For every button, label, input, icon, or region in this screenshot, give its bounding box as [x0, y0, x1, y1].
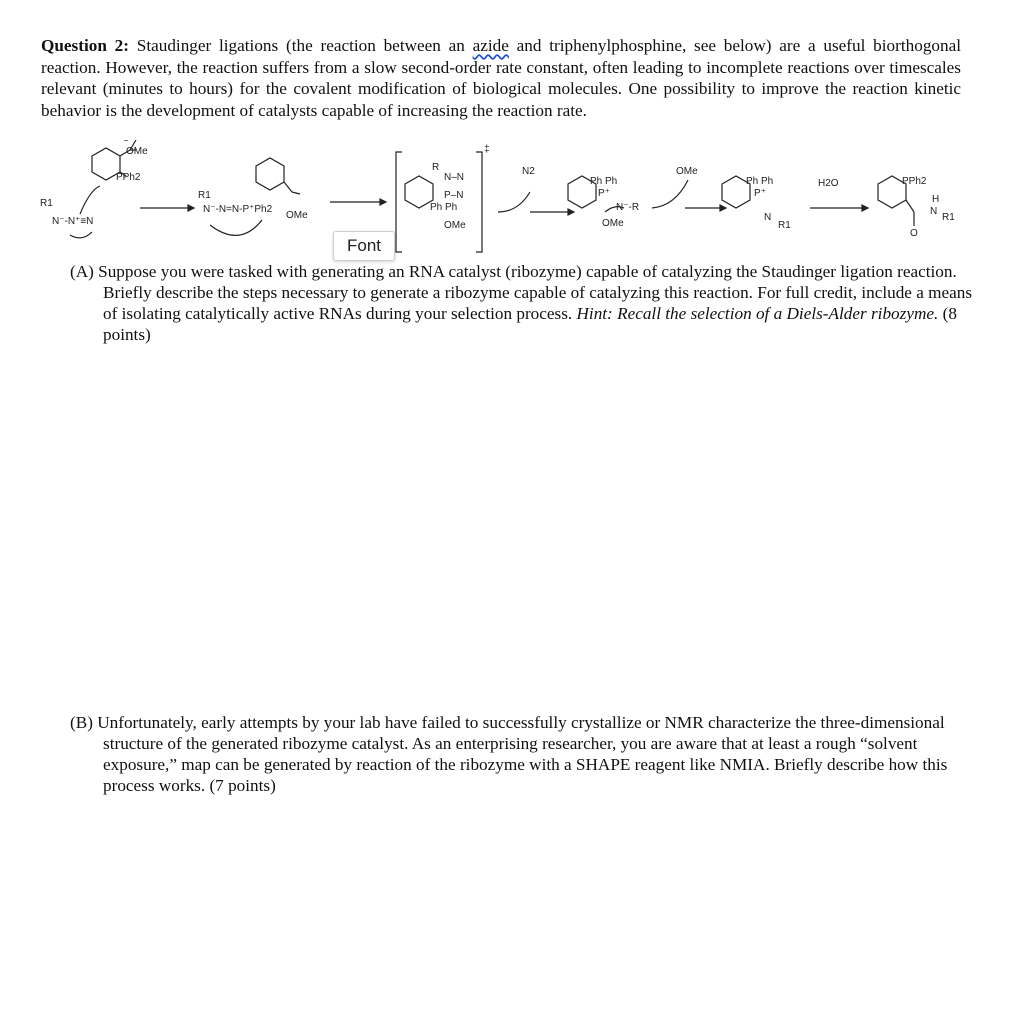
label-azide: N⁻-N⁺≡N	[52, 216, 94, 227]
label-n2: N2	[522, 166, 535, 177]
label-r1-1: R1	[40, 198, 53, 209]
label-r1-3: R1	[778, 220, 791, 231]
label-n: N	[764, 212, 772, 223]
label-ph-ph-3: Ph Ph	[746, 176, 774, 187]
benzene-ring-2	[256, 158, 284, 190]
label-r: R	[432, 162, 440, 173]
part-a-question	[70, 261, 988, 345]
part-a-text: (A) Suppose you were tasked with generating an RNA catalyst (ribozyme) capable of catalyzing the Staudinger ligation reaction. Briefly describe the steps necessary to generate a ribozyme capable of catalyzing this reaction. For full credit, include a means of isolating catalytically active RNAs during your selection process.	[70, 262, 973, 323]
label-ome-2: OMe	[286, 210, 308, 221]
ts-bracket-right	[476, 152, 482, 252]
label-dagger: ‡	[484, 144, 490, 155]
label-p-plus-1: P⁺	[598, 188, 610, 199]
label-p-n: P–N	[444, 190, 464, 201]
label-r1-4: R1	[942, 212, 955, 223]
label-n-minus-r: N⁻-R	[616, 202, 640, 213]
label-ome-3: OMe	[444, 220, 466, 231]
label-p-plus-2: P⁺	[754, 188, 766, 199]
curved-arrow-3	[210, 220, 262, 235]
label-n-n: N–N	[444, 172, 465, 183]
label-pph2-1: PPh2	[116, 172, 141, 183]
label-ome-5: OMe	[676, 166, 698, 177]
benzene-ring-3	[405, 176, 433, 208]
font-tooltip[interactable]: Font	[333, 231, 395, 261]
label-ph-ph-2: Ph Ph	[590, 176, 618, 187]
curved-arrow-1	[80, 186, 100, 214]
question-text-end: and triphenylphosphine, see below) are a useful biorthogonal reaction. However, the reaction suffers from a slow second-order rate constant, often leading to incomplete reactions over timescales relevant (minutes to hours) for the covalent modification of biological molecules. One possibility to improve the reaction kinetic behavior is the development of catalysts capable of increasing the reaction rate.	[41, 36, 962, 120]
label-ph-ph-1: Ph Ph	[430, 202, 458, 213]
spellcheck-flagged-word[interactable]: azide	[472, 36, 509, 55]
label-h2o: H2O	[818, 178, 839, 189]
part-b-question	[70, 712, 988, 796]
label-ome-4: OMe	[602, 218, 624, 229]
label-ome-1: OMe	[126, 146, 148, 157]
question-prompt	[41, 35, 961, 121]
part-a-hint: Hint: Recall the selection of a Diels-Alder ribozyme.	[576, 304, 939, 323]
label-pph2-2: PPh2	[902, 176, 927, 187]
reaction-scheme	[30, 140, 990, 255]
ts-bracket-left	[396, 152, 402, 252]
label-o: O	[910, 228, 918, 239]
question-label: Question 2:	[41, 36, 129, 55]
curved-arrow-2	[70, 232, 92, 238]
label-intermediate-1: N⁻-N=N-P⁺Ph2	[203, 204, 273, 215]
label-h: H	[932, 194, 940, 205]
question-text-start: Staudinger ligations (the reaction between an	[129, 36, 473, 55]
part-b-text: (B) Unfortunately, early attempts by your lab have failed to successfully crystallize or NMR characterize the three-dimensional structure of the generated ribozyme catalyst. As an enterprising researcher, you are aware that at least a rough “solvent exposure,” map can be generated by reaction of the ribozyme with a SHAPE reagent like NMIA. Briefly describe how this process works. (7 points)	[70, 713, 948, 795]
label-n-final: N	[930, 206, 938, 217]
label-r1-2: R1	[198, 190, 211, 201]
part-a-points: (8 points)	[103, 304, 957, 344]
